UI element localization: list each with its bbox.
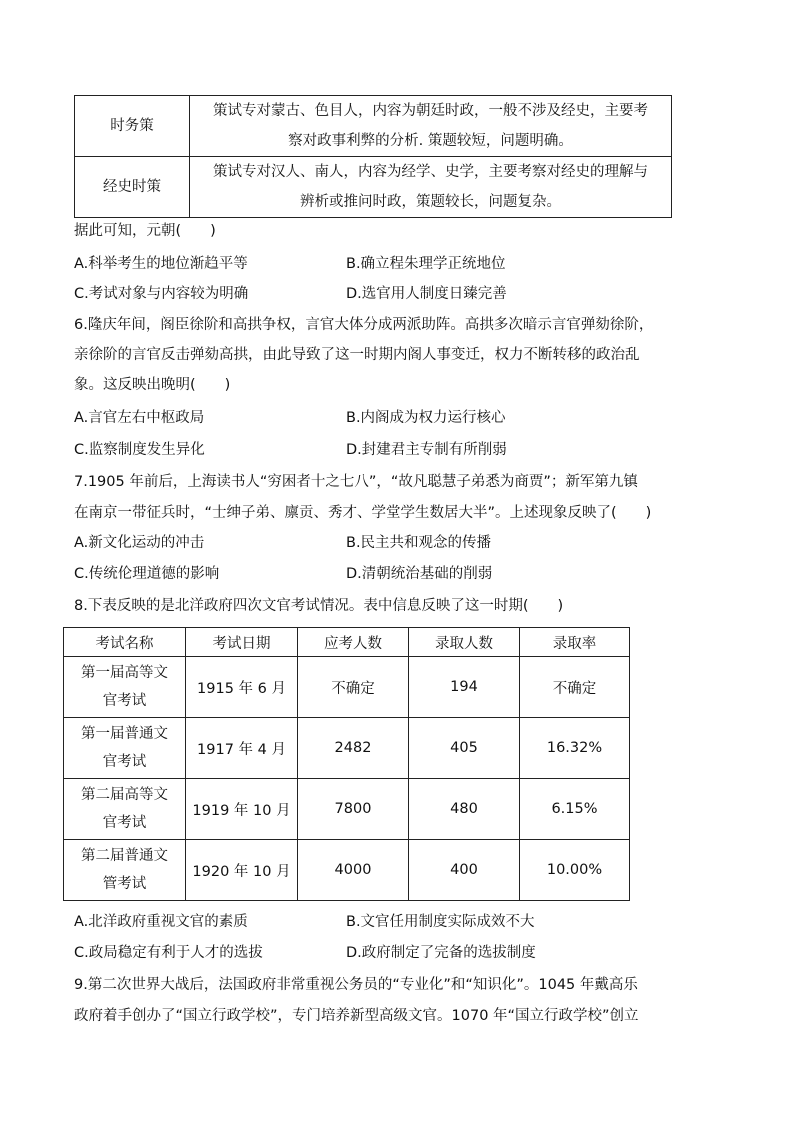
q7-stem-line: 7.1905 年前后，上海读书人“穷困者十之七八”，“故凡聪慧子弟悉为商贾”；新军第九镇 (74, 474, 638, 490)
q5-stem: 据此可知，元朝( ) (74, 223, 216, 239)
q7-option-c[interactable]: C.传统伦理道德的影响 (74, 566, 220, 582)
q7-option-d[interactable]: D.清朝统治基础的削弱 (346, 566, 493, 582)
q5-option-c[interactable]: C.考试对象与内容较为明确 (74, 286, 249, 302)
table-cell-label: 经史时策 (75, 157, 190, 218)
table-cell-label: 时务策 (75, 96, 190, 157)
table-row (75, 96, 672, 157)
q8-option-b[interactable]: B.文官任用制度实际成效不大 (346, 914, 535, 930)
exam-name-cell (64, 657, 186, 718)
exam-date-cell: 1917 年 4 月 (186, 718, 298, 779)
table-header: 录取人数 (409, 628, 520, 657)
admitted-cell: 480 (409, 779, 520, 840)
q6-option-b[interactable]: B.内阁成为权力运行核心 (346, 410, 506, 426)
rate-cell: 10.00% (520, 840, 630, 901)
applicants-cell: 4000 (298, 840, 409, 901)
q6-stem-line: 亲徐阶的言官反击弹劾高拱，由此导致了这一时期内阁人事变迁，权力不断转移的政治乱 (74, 347, 640, 363)
exam-name-line: 第二届高等文 (81, 787, 168, 803)
admitted-cell: 405 (409, 718, 520, 779)
q6-option-c[interactable]: C.监察制度发生异化 (74, 442, 205, 458)
q6-option-d[interactable]: D.封建君主专制有所削弱 (346, 442, 507, 458)
admitted-cell: 400 (409, 840, 520, 901)
q5-option-d[interactable]: D.选官用人制度日臻完善 (346, 286, 507, 302)
table-row (64, 779, 630, 840)
q6-stem-line: 6.隆庆年间，阁臣徐阶和高拱争权，言官大体分成两派助阵。高拱多次暗示言官弹劾徐阶， (74, 317, 654, 333)
q9-stem-line: 9.第二次世界大战后，法国政府非常重视公务员的“专业化”和“知识化”。1045 年戴高乐 (74, 977, 638, 993)
q5-option-a[interactable]: A.科举考生的地位渐趋平等 (74, 256, 248, 272)
exam-date-cell: 1919 年 10 月 (186, 779, 298, 840)
exam-type-table (74, 95, 672, 218)
table-header: 录取率 (520, 628, 630, 657)
exam-name-line: 管考试 (102, 876, 147, 892)
table-row (64, 657, 630, 718)
q7-stem-line: 在南京一带征兵时，“士绅子弟、廪贡、秀才、学堂学生数居大半”。上述现象反映了( ) (74, 505, 652, 521)
exam-name-line: 官考试 (102, 815, 147, 831)
q8-stem: 8.下表反映的是北洋政府四次文官考试情况。表中信息反映了这一时期( ) (74, 598, 564, 614)
q9-stem-line: 政府着手创办了“国立行政学校”，专门培养新型高级文官。1070 年“国立行政学校”创立 (74, 1008, 639, 1024)
exam-name-cell (64, 718, 186, 779)
table-header: 应考人数 (298, 628, 409, 657)
table-row (64, 840, 630, 901)
table-row (64, 718, 630, 779)
exam-stats-table (63, 627, 630, 901)
exam-name-line: 第一届普通文 (81, 726, 168, 742)
rate-cell: 16.32% (520, 718, 630, 779)
table-header: 考试名称 (64, 628, 186, 657)
exam-date-cell: 1915 年 6 月 (186, 657, 298, 718)
table-cell-text (190, 157, 672, 218)
exam-name-line: 官考试 (102, 693, 147, 709)
table-header: 考试日期 (186, 628, 298, 657)
admitted-cell: 194 (409, 657, 520, 718)
q5-option-b[interactable]: B.确立程朱理学正统地位 (346, 256, 506, 272)
q6-stem-line: 象。这反映出晚明( ) (74, 377, 231, 393)
exam-date-cell: 1920 年 10 月 (186, 840, 298, 901)
rate-cell: 6.15% (520, 779, 630, 840)
cell-line: 策试专对汉人、南人，内容为经学、史学，主要考察对经史的理解与 (213, 164, 648, 180)
exam-name-line: 官考试 (102, 754, 147, 770)
applicants-cell: 7800 (298, 779, 409, 840)
applicants-cell: 2482 (298, 718, 409, 779)
q8-option-a[interactable]: A.北洋政府重视文官的素质 (74, 914, 248, 930)
rate-cell: 不确定 (520, 657, 630, 718)
q7-option-a[interactable]: A.新文化运动的冲击 (74, 535, 205, 551)
cell-line: 策试专对蒙古、色目人，内容为朝廷时政，一般不涉及经史，主要考 (213, 103, 648, 119)
q6-option-a[interactable]: A.言官左右中枢政局 (74, 410, 205, 426)
table-header-row (64, 628, 630, 657)
q7-option-b[interactable]: B.民主共和观念的传播 (346, 535, 492, 551)
cell-line: 辨析或推问时政，策题较长，问题复杂。 (300, 194, 561, 210)
exam-name-cell (64, 779, 186, 840)
exam-name-line: 第二届普通文 (81, 848, 168, 864)
exam-name-cell (64, 840, 186, 901)
applicants-cell: 不确定 (298, 657, 409, 718)
table-cell-text (190, 96, 672, 157)
table-row (75, 157, 672, 218)
q8-option-c[interactable]: C.政局稳定有利于人才的选拔 (74, 945, 263, 961)
exam-name-line: 第一届高等文 (81, 665, 168, 681)
cell-line: 察对政事利弊的分析. 策题较短，问题明确。 (288, 133, 573, 149)
q8-option-d[interactable]: D.政府制定了完备的选拔制度 (346, 945, 536, 961)
